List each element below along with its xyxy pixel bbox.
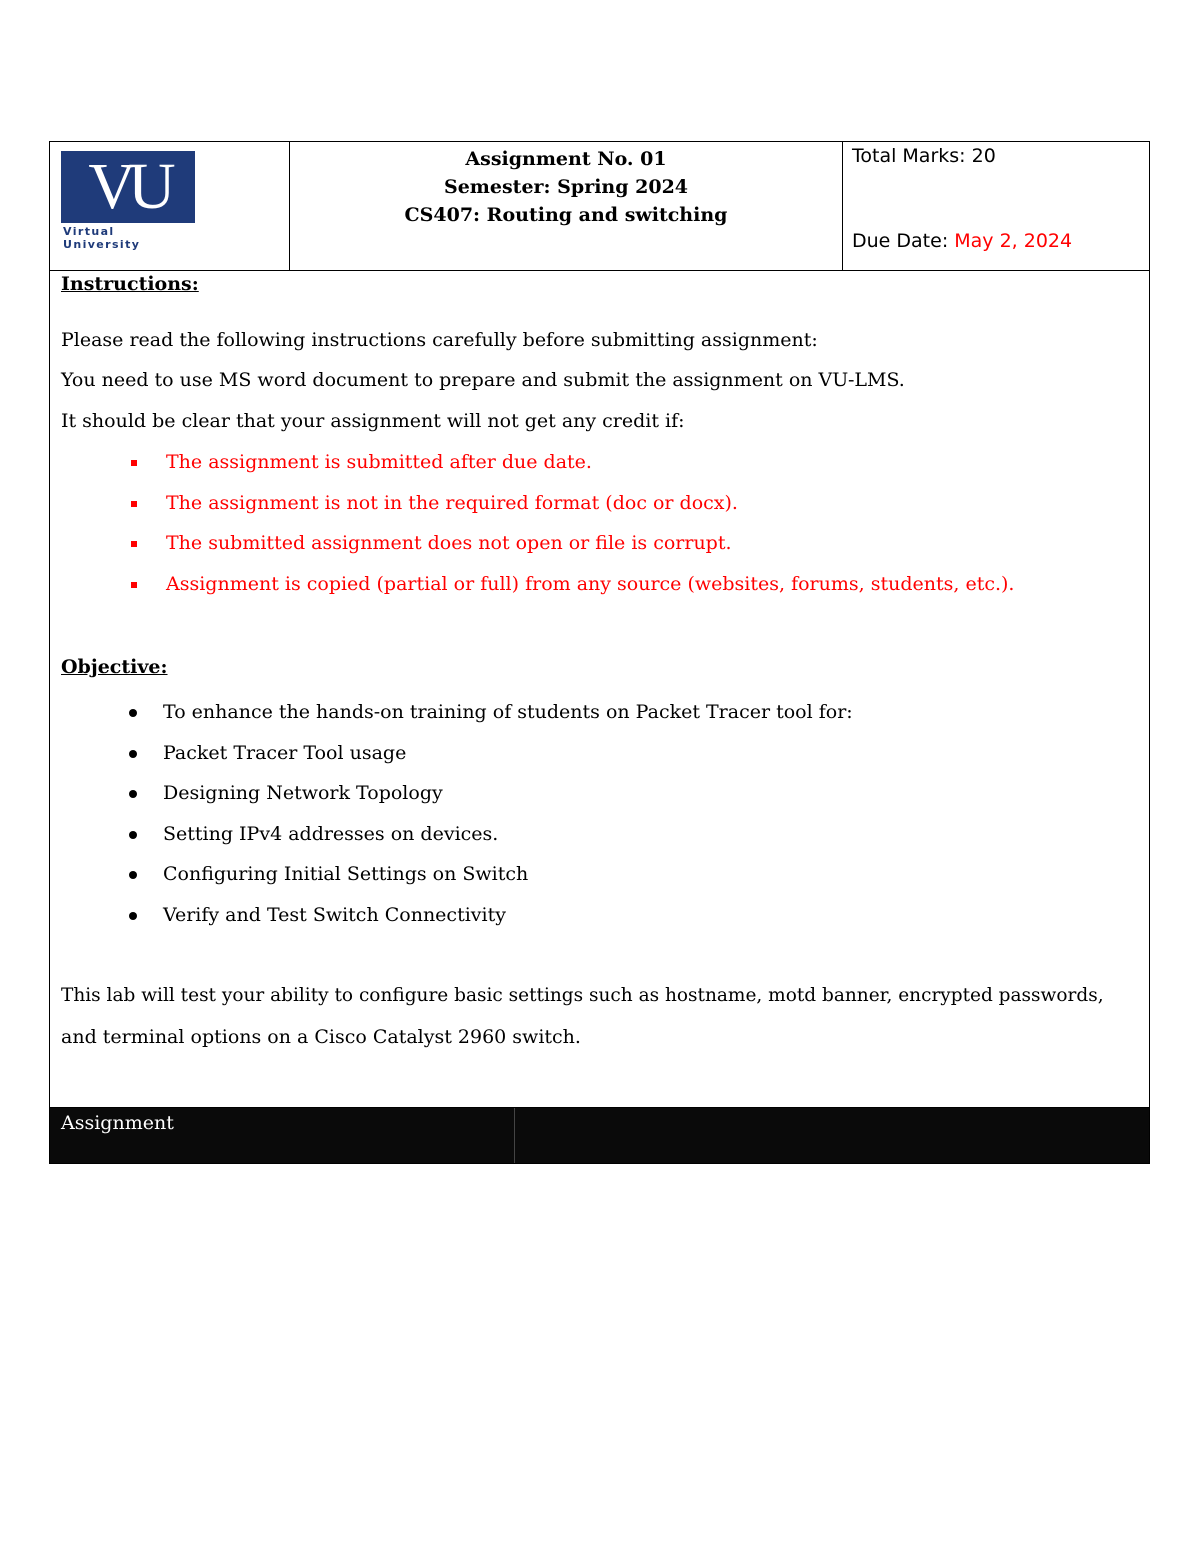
total-marks: Total Marks: 20 [852,145,996,167]
objective-heading: Objective: [61,656,168,678]
instruction-line: It should be clear that your assignment will not get any credit if: [61,410,685,432]
square-bullet-icon [131,460,137,466]
due-date-value: May 2, 2024 [954,230,1073,252]
marks-cell [843,142,1149,270]
due-date-line [852,227,1072,255]
due-date-label: Due Date: [852,230,949,252]
instruction-line: You need to use MS word document to prepare and submit the assignment on VU-LMS. [61,369,905,391]
square-bullet-icon [131,582,137,588]
bullet-icon [129,790,137,798]
vu-logo [61,150,195,251]
summary-line: This lab will test your ability to configure basic settings such as hostname, motd banner, encrypted passwords, [61,985,1104,1006]
assignment-number: Assignment No. 01 [465,148,667,170]
column-divider [514,1108,515,1163]
bullet-icon [129,709,137,717]
assignment-section-bar [50,1107,1149,1163]
course-title: CS407: Routing and switching [404,204,728,226]
square-bullet-icon [131,541,137,547]
square-bullet-icon [131,501,137,507]
assignment-label: Assignment [61,1112,174,1134]
bullet-icon [129,750,137,758]
vu-logo-badge: VU [61,151,195,223]
bullet-icon [129,871,137,879]
summary-line: and terminal options on a Cisco Catalyst 2960 switch. [61,1026,581,1048]
bullet-icon [129,912,137,920]
bullet-icon [129,831,137,839]
title-cell [290,142,843,270]
document-header [50,142,1149,271]
assignment-document: VU Virtual University Assignment No. 01 Semester: Spring 2024 CS407: Routing and switching Total Marks: 20 Due Date: May 2, 2024 Instructions: Please read the following instructions carefully before submitting assignment: You need to use MS word document to prepare and submit the assignment on VU-LMS. It should be clear that your assignment will not get any credit if: The assignment is submitted after due date. The assignment is not in the required format (doc or docx). The submitted assignment does not open or file is corrupt. Assignment is copied (partial or full) from any source (websites, forums, students, etc.). Objective: To enhance the hands-on training of students on Packet Tracer tool for: Packet Tracer Tool usage Designing Network Topology Setting IPv4 addresses on devices. Configuring Initial Settings on Switch Verify and Test Switch Connectivity This lab will test your ability to configure basic settings such as hostname, motd banner, encrypted passwords, and terminal options on a Cisco Catalyst 2960 switch. Assignment [49,141,1150,1164]
instructions-heading: Instructions: [61,273,199,295]
instruction-line: Please read the following instructions carefully before submitting assignment: [61,329,818,351]
logo-cell [50,142,290,270]
semester: Semester: Spring 2024 [443,176,689,198]
vu-logo-name: Virtual University [63,225,141,251]
